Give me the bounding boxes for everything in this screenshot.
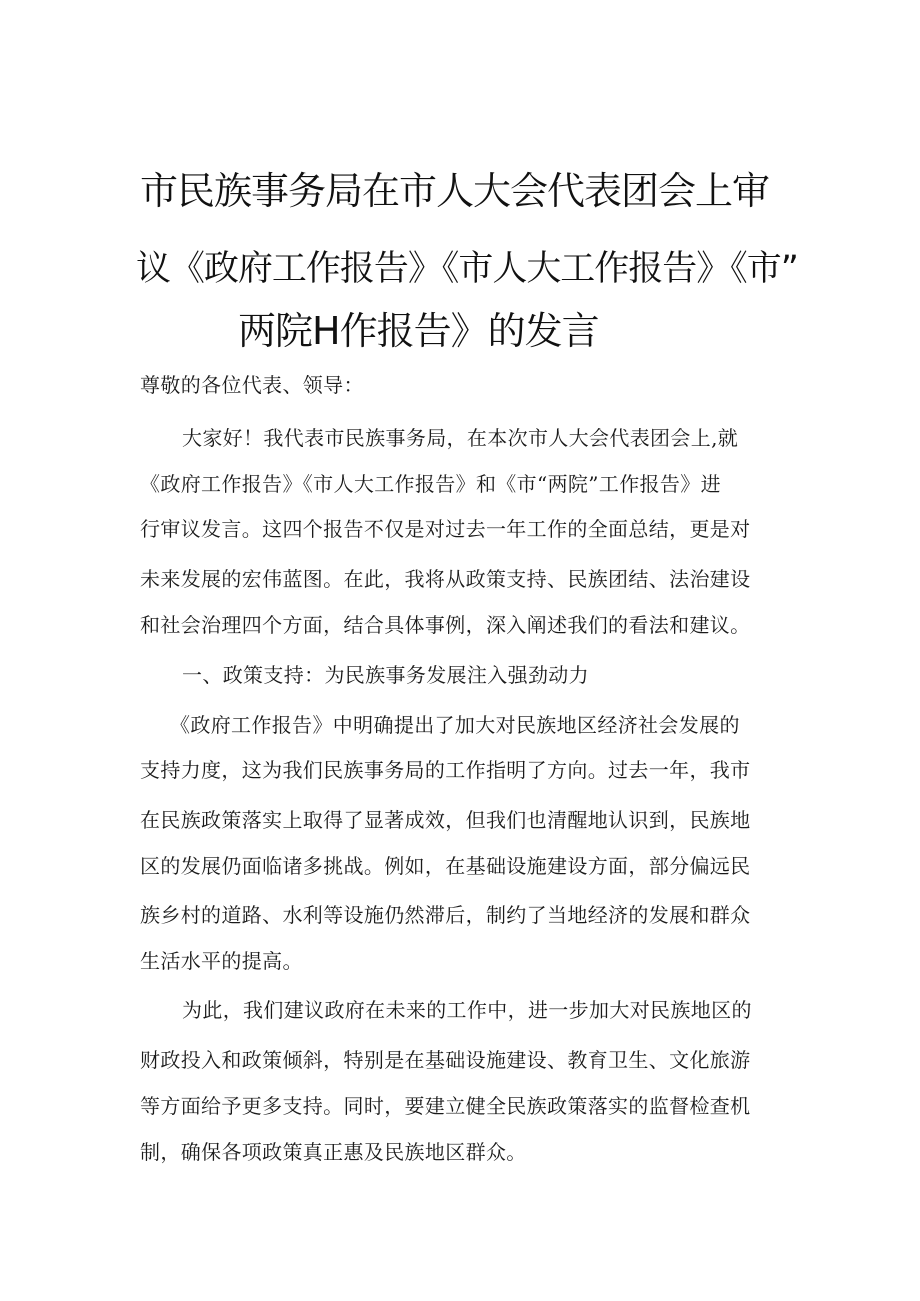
document-title-line-2: 议《政府工作报告》《市人大工作报告》《市” [136,249,798,289]
p1-line-3: 在民族政策落实上取得了显著成效，但我们也清醒地认识到，民族地 [140,808,751,832]
p1-line-6: 生活水平的提高。 [140,949,303,973]
intro-line-4: 未来发展的宏伟蓝图。在此，我将从政策支持、民族团结、法治建设 [140,567,751,591]
p1-line-4: 区的发展仍面临诸多挑战。例如，在基础设施建设方面，部分偏远民 [140,854,751,878]
p2-line-1: 为此，我们建议政府在未来的工作中，进一步加大对民族地区的 [182,998,752,1022]
p2-line-3: 等方面给予更多支持。同时，要建立健全民族政策落实的监督检查机 [140,1094,751,1118]
intro-line-2: 《政府工作报告》《市人大工作报告》和《市“两院”工作报告》进 [140,472,721,496]
salutation: 尊敬的各位代表、领导： [140,373,364,397]
p1-line-5: 族乡村的道路、水利等设施仍然滞后，制约了当地经济的发展和群众 [140,903,751,927]
section-1-heading: 一、政策支持：为民族事务发展注入强劲动力 [182,663,589,687]
document-title-line-1: 市民族事务局在市人大会代表团会上审 [140,169,770,213]
p1-line-2: 支持力度，这为我们民族事务局的工作指明了方向。过去一年，我市 [140,758,751,782]
p2-line-4: 制，确保各项政策真正惠及民族地区群众。 [140,1140,527,1164]
p2-line-2: 财政投入和政策倾斜，特别是在基础设施建设、教育卫生、文化旅游 [140,1048,751,1072]
document-title-line-3: 两院H作报告》的发言 [238,309,599,353]
p1-line-1: 《政府工作报告》中明确提出了加大对民族地区经济社会发展的 [170,713,740,737]
intro-line-1: 大家好！我代表市民族事务局，在本次市人大会代表团会上,就 [182,426,739,450]
intro-line-3: 行审议发言。这四个报告不仅是对过去一年工作的全面总结，更是对 [140,517,751,541]
intro-line-5: 和社会治理四个方面，结合具体事例，深入阐述我们的看法和建议。 [140,613,751,637]
